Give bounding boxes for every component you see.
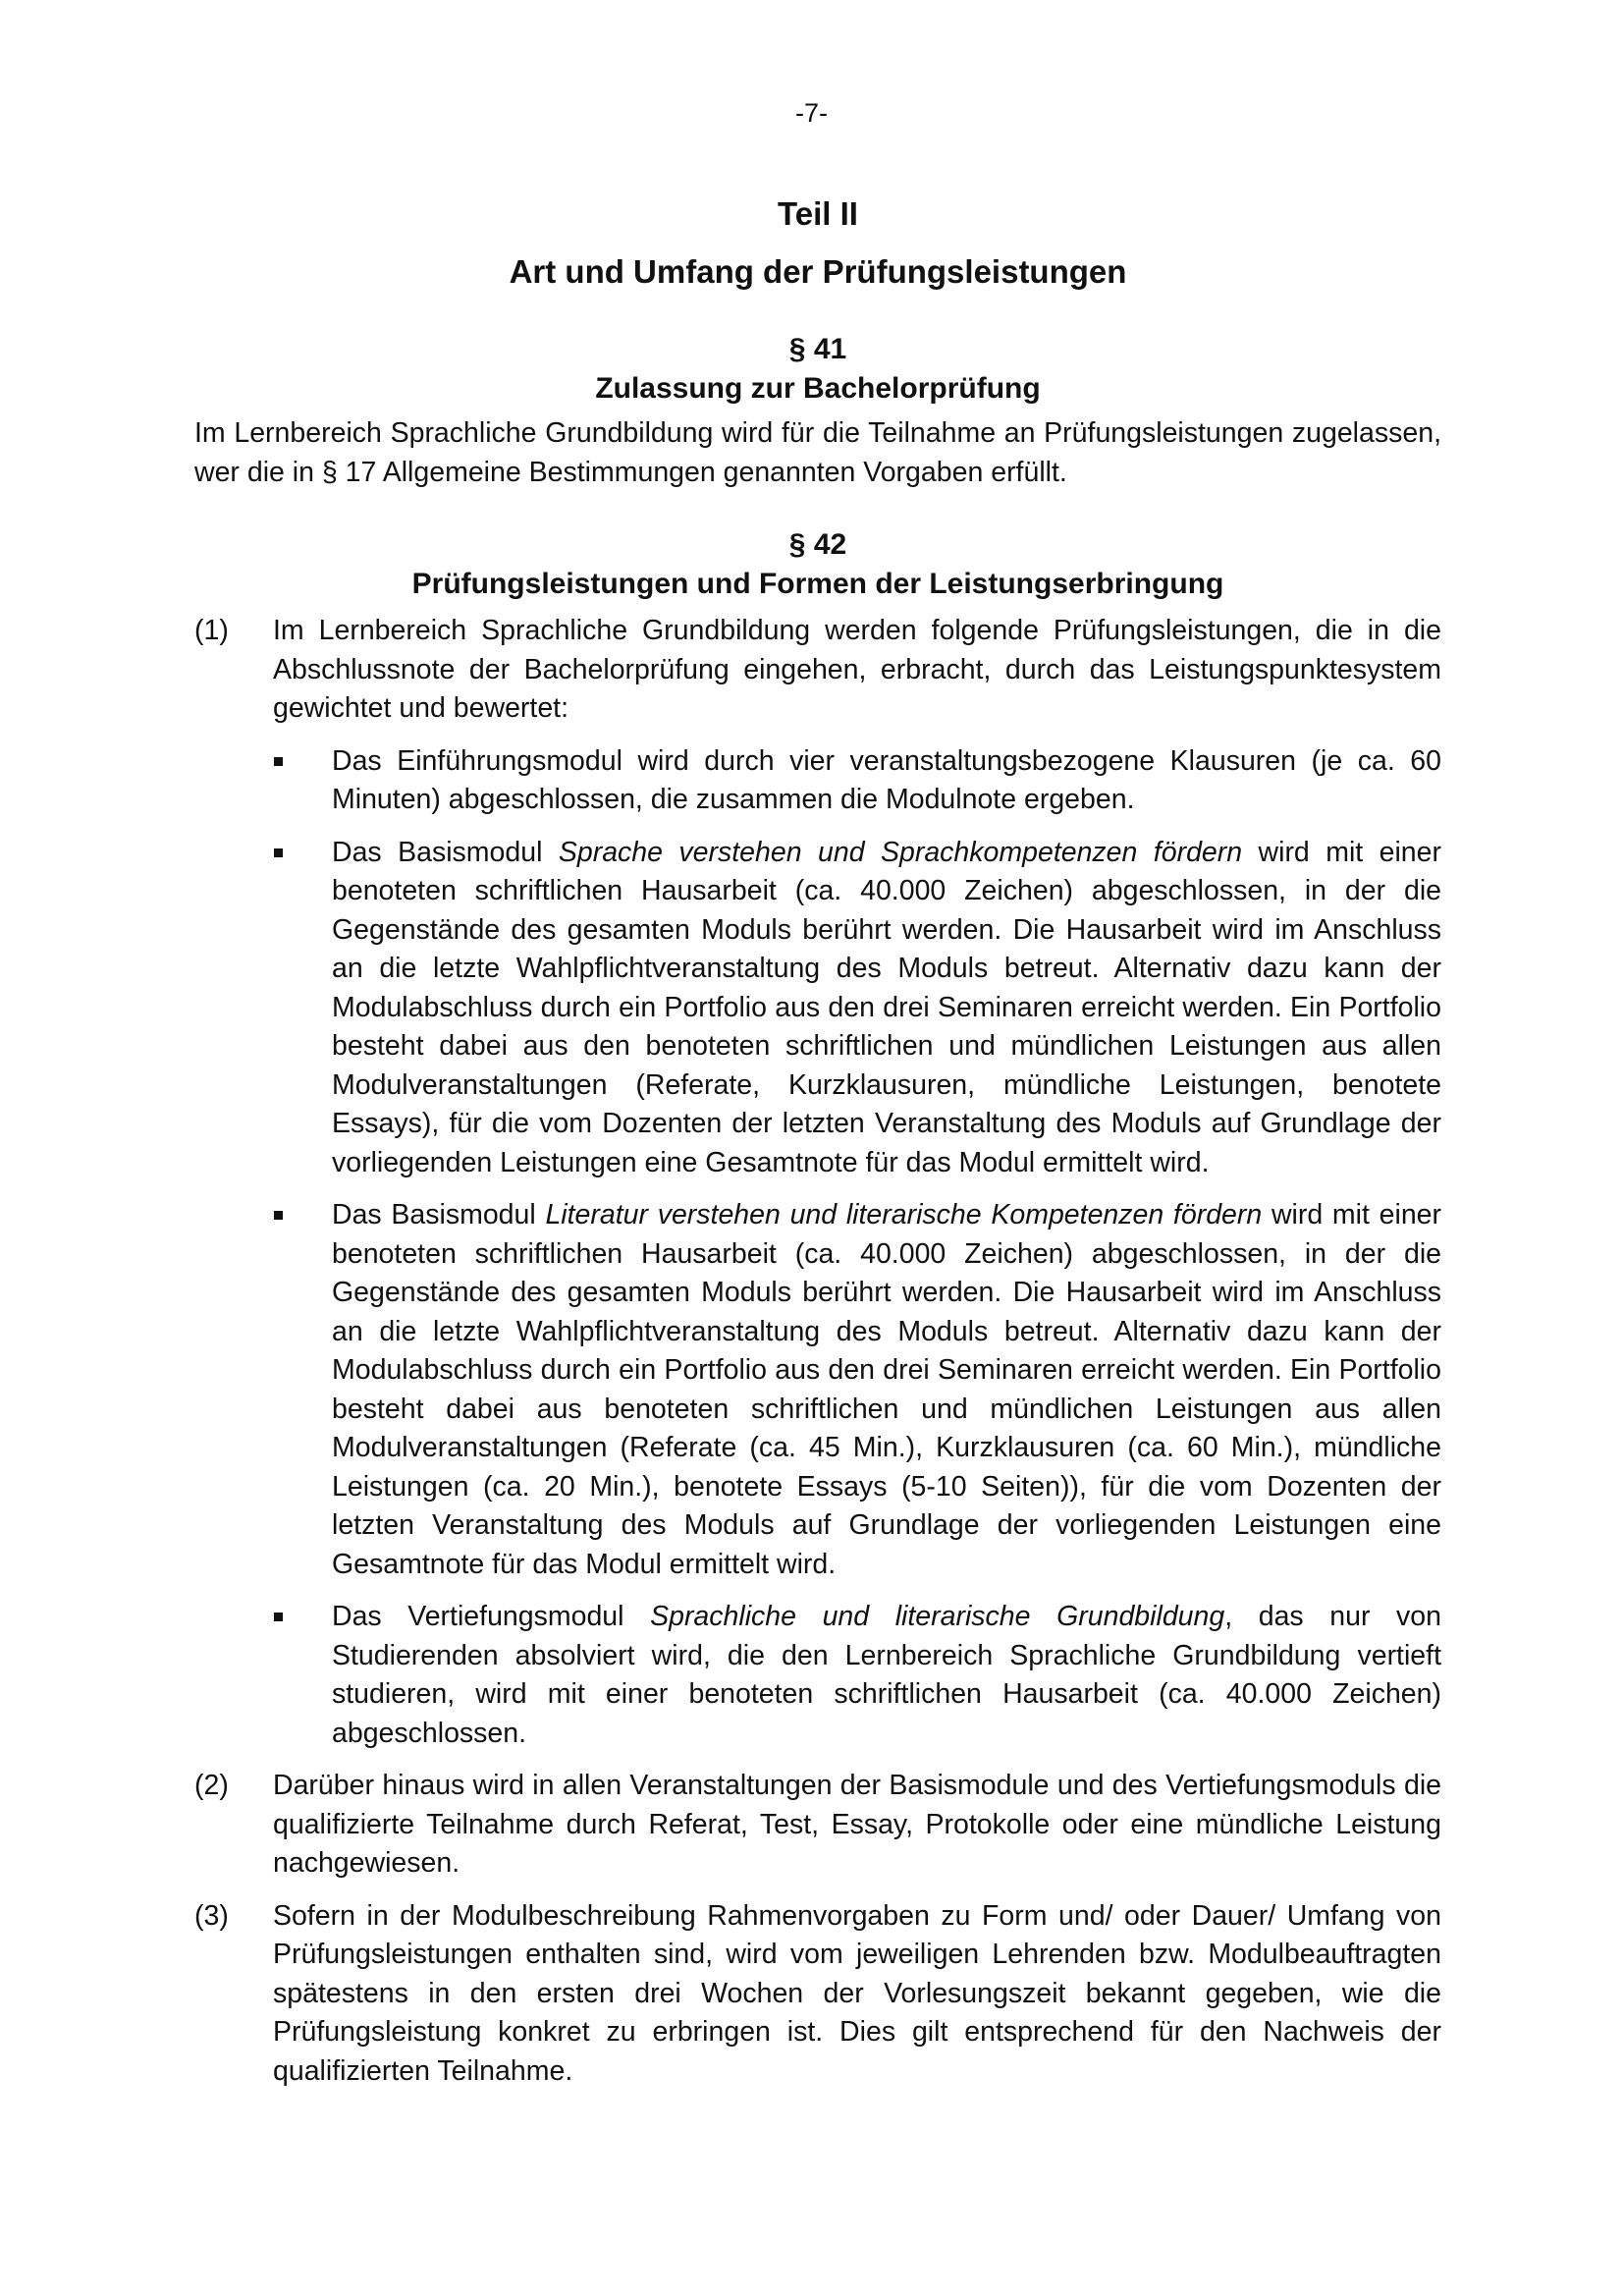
module-name: Sprache verstehen und Sprachkompetenzen fördern: [558, 836, 1243, 868]
section-41-number: § 41: [788, 333, 847, 365]
list-item-text: Das Einführungsmodul wird durch vier veranstaltungsbezogene Klausuren (je ca. 60 Minuten) abgeschlossen, die zusammen die Modulnote ergeben.: [332, 744, 1441, 815]
page-number: -7-: [795, 98, 828, 128]
square-bullet-icon: [273, 1598, 332, 1753]
square-bullet-icon: [273, 834, 332, 1183]
list-item-einfuehrungsmodul: [273, 742, 1441, 820]
paragraph-1: [194, 612, 1441, 1753]
section-42-title: Prüfungsleistungen und Formen der Leistungserbringung: [411, 568, 1224, 600]
page-content: [194, 192, 1441, 2091]
list-item-text: Das Basismodul Sprache verstehen und Sprachkompetenzen fördern wird mit einer benoteten schriftlichen Hausarbeit (ca. 40.000 Zeichen) abgeschlossen, in der die Gegenstände des gesamten Moduls berührt werden. Die Hausarbeit wird im Anschluss an die letzte Wahlpflichtveranstaltung des Moduls betreut. Alternativ dazu kann der Modulabschluss durch ein Portfolio aus den drei Seminaren erreicht werden. Ein Portfolio besteht dabei aus den benoteten schriftlichen und mündlichen Leistungen aus allen Modulveranstaltungen (Referate, Kurzklausuren, mündliche Leistungen, benotete Essays), für die vom Dozenten der letzten Veranstaltung des Moduls auf Grundlage der vorliegenden Leistungen eine Gesamtnote für das Modul ermittelt wird.: [332, 836, 1441, 1178]
paragraph-2-text: Darüber hinaus wird in allen Veranstaltungen der Basismodule und des Vertiefungsmoduls die qualifizierte Teilnahme durch Referat, Test, Essay, Protokolle oder eine mündliche Leistung nachgewiesen.: [273, 1770, 1441, 1879]
module-exam-list: [273, 742, 1441, 1754]
paragraph-3-label: (3): [194, 1899, 229, 1932]
paragraph-1-label: (1): [194, 615, 229, 646]
paragraph-1-body: [273, 612, 1441, 1753]
list-item-vertiefungsmodul: [273, 1598, 1441, 1753]
section-41-text: Im Lernbereich Sprachliche Grundbildung wird für die Teilnahme an Prüfungsleistungen zugelassen, wer die in § 17 Allgemeine Bestimmungen genannten Vorgaben erfüllt.: [194, 417, 1441, 488]
paragraph-2-label: (2): [194, 1770, 229, 1801]
list-item-text: Das Vertiefungsmodul Sprachliche und literarische Grundbildung, das nur von Studierenden absolviert wird, die den Lernbereich Sprachliche Grundbildung vertieft studieren, wird mit einer benoteten schriftlichen Hausarbeit (ca. 40.000 Zeichen) abgeschlossen.: [332, 1601, 1441, 1749]
list-item-basismodul-literatur: [273, 1196, 1441, 1584]
square-bullet-icon: [273, 742, 332, 820]
paragraph-1-intro: Im Lernbereich Sprachliche Grundbildung werden folgende Prüfungsleistungen, die in die Abschlussnote der Bachelorprüfung eingehen, erbracht, durch das Leistungspunktesystem gewichtet und bewertet:: [273, 615, 1441, 724]
paragraph-3-text: Sofern in der Modulbeschreibung Rahmenvorgaben zu Form und/ oder Dauer/ Umfang von Prüfungsleistungen enthalten sind, wird vom jeweiligen Lehrenden bzw. Modulbeauftragten spätestens in den ersten drei Wochen der Vorlesungszeit bekannt gegeben, wie die Prüfungsleistung konkret zu erbringen ist. Dies gilt entsprechend für den Nachweis der qualifizierten Teilnahme.: [273, 1899, 1441, 2087]
paragraph-2: [194, 1767, 1441, 1884]
list-item-text: Das Basismodul Literatur verstehen und literarische Kompetenzen fördern wird mit einer benoteten schriftlichen Hausarbeit (ca. 40.000 Zeichen) abgeschlossen, in der die Gegenstände des gesamten Moduls berührt werden. Die Hausarbeit wird im Anschluss an die letzte Wahlpflichtveranstaltung des Moduls betreut. Alternativ dazu kann der Modulabschluss durch ein Portfolio aus den drei Seminaren erreicht werden. Ein Portfolio besteht dabei aus benoteten schriftlichen und mündlichen Leistungen aus allen Modulveranstaltungen (Referate (ca. 45 Min.), Kurzklausuren (ca. 60 Min.), mündliche Leistungen (ca. 20 Min.), benotete Essays (5-10 Seiten)), für die vom Dozenten der letzten Veranstaltung des Moduls auf Grundlage der vorliegenden Leistungen eine Gesamtnote für das Modul ermittelt wird.: [332, 1199, 1442, 1580]
section-41-title: Zulassung zur Bachelorprüfung: [595, 372, 1041, 405]
list-item-basismodul-sprache: [273, 834, 1441, 1183]
section-42-number: § 42: [788, 528, 847, 561]
module-name: Sprachliche und literarische Grundbildung: [650, 1601, 1225, 1632]
paragraph-3: [194, 1897, 1441, 2092]
part-subtitle: Art und Umfang der Prüfungsleistungen: [509, 253, 1127, 290]
square-bullet-icon: [273, 1196, 332, 1584]
module-name: Literatur verstehen und literarische Kompetenzen fördern: [545, 1199, 1263, 1230]
part-title: Teil II: [778, 195, 858, 232]
